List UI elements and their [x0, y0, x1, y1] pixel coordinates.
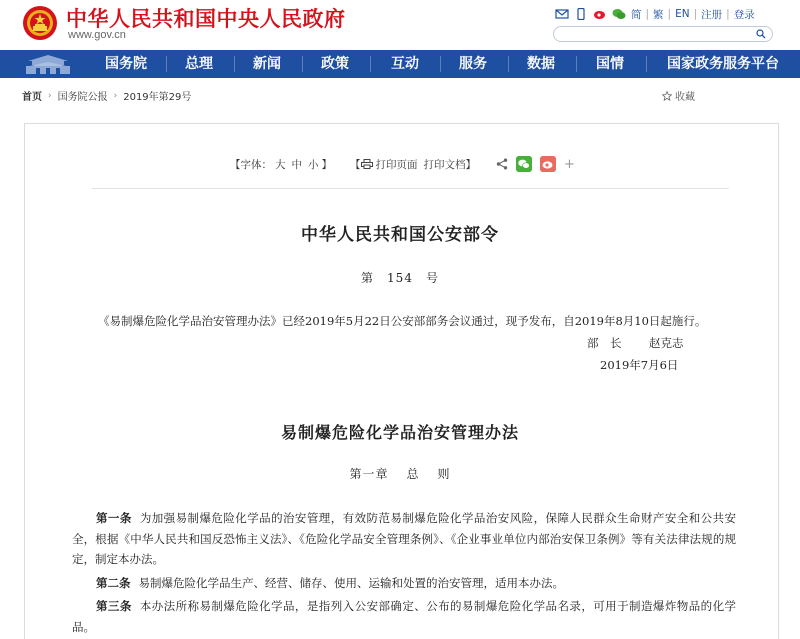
breadcrumb-home[interactable]: 首页: [22, 92, 42, 103]
font-small-button[interactable]: 小: [308, 158, 319, 171]
decree-number: 第 154 号: [361, 271, 439, 285]
mobile-icon[interactable]: [574, 8, 588, 20]
star-icon: [662, 91, 672, 101]
printer-icon: [361, 159, 373, 169]
nav-divider: [370, 56, 371, 72]
article-text: 本办法所称易制爆危险化学品，是指列入公安部确定、公布的易制爆危险化学品名录，可用于制造爆炸物品的化学品。: [72, 599, 737, 634]
tiananmen-icon: [22, 52, 74, 76]
print-document-button[interactable]: 打印文档: [423, 158, 466, 171]
chevron-right-icon: ›: [113, 90, 118, 101]
mail-icon[interactable]: [555, 8, 569, 20]
decree-title: 中华人民共和国公安部令: [301, 225, 499, 245]
article-paragraph: [72, 596, 736, 637]
chapter-name-part: 总: [406, 467, 420, 481]
favorite-label: 收藏: [675, 92, 695, 103]
article-text: 为加强易制爆危险化学品的治安管理，有效防范易制爆危险化学品治安风险，保障人民群众生命财产安全和公共安全，根据《中华人民共和国反恐怖主义法》、《危险化学品安全管理条例》、《企业事业单位内部治安保卫条例》等有关法律法规的规定，制定本办法。: [72, 511, 737, 566]
chapter-name-part: 则: [437, 467, 451, 481]
search-input[interactable]: [553, 26, 773, 42]
nav-divider: [646, 56, 647, 72]
weibo-share-icon[interactable]: [540, 156, 556, 172]
print-page-button[interactable]: 打印页面: [375, 158, 418, 171]
nav-item-policy[interactable]: 政策: [321, 56, 349, 72]
article-paragraph: [72, 573, 736, 594]
signatory-name: 赵克志: [649, 336, 684, 350]
article-paragraph: [72, 508, 736, 570]
nav-item-gov-service-platform[interactable]: 国家政务服务平台: [667, 56, 779, 72]
font-size-label: 【字体：: [230, 158, 272, 171]
breadcrumb-issue[interactable]: 2019年第29号: [123, 92, 192, 103]
divider: |: [726, 8, 730, 20]
article-toolbar: [230, 155, 575, 173]
nav-item-news[interactable]: 新闻: [253, 56, 281, 72]
divider: |: [693, 8, 698, 20]
nav-item-interaction[interactable]: 互动: [391, 56, 419, 72]
login-link[interactable]: 登录: [733, 8, 755, 21]
print-open-bracket: 【: [350, 158, 361, 171]
site-title[interactable]: 中华人民共和国中央人民政府: [66, 7, 346, 31]
divider: |: [645, 8, 650, 20]
article-label: 第二条: [96, 576, 131, 590]
breadcrumb-gazette[interactable]: 国务院公报: [57, 92, 108, 103]
register-link[interactable]: 注册: [701, 8, 723, 21]
nav-item-services[interactable]: 服务: [459, 56, 487, 72]
nav-item-state-council[interactable]: 国务院: [105, 56, 147, 72]
lang-traditional-link[interactable]: 繁: [653, 8, 664, 21]
lang-simplified-link[interactable]: 简: [631, 8, 642, 21]
nav-divider: [440, 56, 441, 72]
chapter-number: 第一章: [349, 467, 389, 481]
signatory-title: 部 长: [587, 336, 622, 350]
law-title: 易制爆危险化学品治安管理办法: [280, 423, 519, 442]
lang-english-link[interactable]: EN: [675, 8, 690, 20]
top-links: [555, 6, 755, 22]
wechat-icon[interactable]: [612, 8, 626, 20]
share-icon[interactable]: [496, 158, 508, 170]
nav-item-national-info[interactable]: 国情: [596, 56, 624, 72]
article-label: 第一条: [96, 511, 132, 525]
print-close-bracket: 】: [465, 158, 476, 171]
site-domain: www.gov.cn: [68, 29, 126, 41]
wechat-share-icon[interactable]: [516, 156, 532, 172]
nav-item-data[interactable]: 数据: [527, 56, 555, 72]
search-icon[interactable]: [756, 29, 766, 39]
national-emblem-icon[interactable]: [22, 4, 58, 42]
promulgation-text: 《易制爆危险化学品治安管理办法》已经2019年5月22日公安部部务会议通过，现予发布，自2019年8月10日起施行。: [98, 314, 707, 328]
font-large-button[interactable]: 大: [275, 158, 286, 171]
plus-icon[interactable]: +: [564, 156, 575, 172]
nav-divider: [576, 56, 577, 72]
divider: |: [667, 8, 672, 20]
site-header: [0, 0, 800, 50]
article-label: 第三条: [96, 599, 132, 613]
weibo-icon[interactable]: [593, 8, 607, 20]
article-text: 易制爆危险化学品生产、经营、储存、使用、运输和处置的治安管理，适用本办法。: [138, 576, 564, 590]
favorite-button[interactable]: [662, 88, 695, 103]
chapter-heading: [60, 465, 740, 482]
divider: [92, 188, 729, 189]
nav-divider: [302, 56, 303, 72]
nav-divider: [166, 56, 167, 72]
font-medium-button[interactable]: 中: [291, 158, 302, 171]
decree-date: 2019年7月6日: [600, 358, 679, 372]
chevron-right-icon: ›: [48, 90, 52, 101]
breadcrumb: [22, 88, 191, 103]
nav-divider: [234, 56, 235, 72]
nav-item-premier[interactable]: 总理: [185, 56, 213, 72]
font-size-close: 】: [321, 158, 332, 171]
nav-divider: [508, 56, 509, 72]
main-nav: [0, 50, 800, 78]
